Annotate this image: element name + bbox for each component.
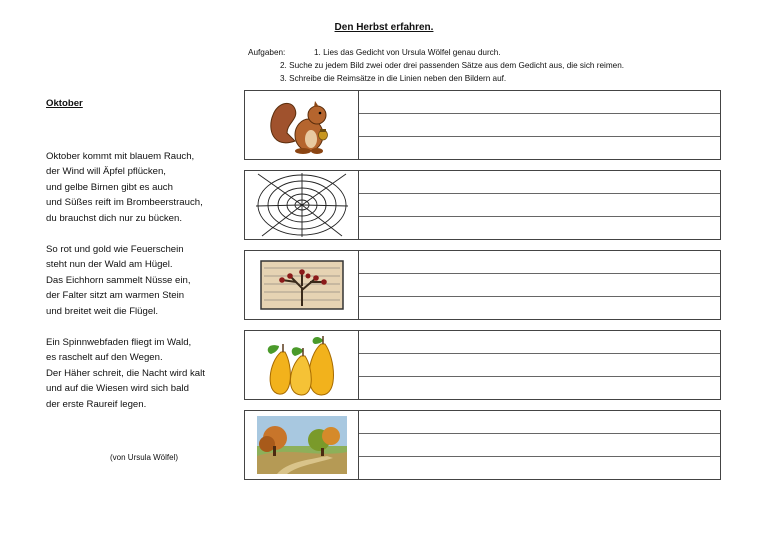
writing-line[interactable] xyxy=(359,354,720,377)
task-item: 3. Schreibe die Reimsätze in die Linien neben den Bildern auf. xyxy=(280,74,507,83)
writing-line[interactable] xyxy=(359,411,720,434)
spiderweb-icon xyxy=(254,172,350,238)
poem xyxy=(46,96,205,428)
pears-icon xyxy=(259,332,345,398)
page-title: Den Herbst erfahren. xyxy=(334,22,434,33)
picture-cell xyxy=(245,331,359,399)
answer-box-squirrel xyxy=(244,90,721,160)
picture-cell xyxy=(245,251,359,319)
poem-line: und gelbe Birnen gibt es auch xyxy=(46,181,173,193)
squirrel-icon xyxy=(265,93,339,157)
apple-tree-icon xyxy=(260,260,344,310)
writing-lines xyxy=(359,91,720,159)
writing-line[interactable] xyxy=(359,331,720,354)
writing-lines xyxy=(359,171,720,239)
answer-box-apple-tree xyxy=(244,250,721,320)
writing-line[interactable] xyxy=(359,194,720,217)
poem-line: es raschelt auf den Wegen. xyxy=(46,352,163,363)
poem-line: der Wind will Äpfel pflücken, xyxy=(46,166,166,177)
writing-line[interactable] xyxy=(359,137,720,159)
writing-line[interactable] xyxy=(359,217,720,239)
poem-line: und auf die Wiesen wird sich bald xyxy=(46,383,189,394)
task-item: 2. Suche zu jedem Bild zwei oder drei passenden Sätze aus dem Gedicht aus, die sich reimen. xyxy=(280,61,625,70)
poem-stanza xyxy=(46,242,205,320)
autumn-landscape-icon xyxy=(257,416,347,474)
writing-line[interactable] xyxy=(359,377,720,399)
writing-line[interactable] xyxy=(359,91,720,114)
poem-stanza xyxy=(46,149,205,227)
poem-line: der Falter sitzt am warmen Stein xyxy=(46,290,185,301)
poem-line: Oktober kommt mit blauem Rauch, xyxy=(46,150,195,162)
poem-line: der erste Raureif legen. xyxy=(46,398,147,410)
answer-box-spiderweb xyxy=(244,170,721,240)
poem-line: Ein Spinnwebfaden fliegt im Wald, xyxy=(46,336,192,348)
writing-line[interactable] xyxy=(359,171,720,194)
poem-stanza xyxy=(46,335,205,413)
poem-line: und breitet weit die Flügel. xyxy=(46,305,158,317)
poem-line: du brauchst dich nur zu bücken. xyxy=(46,212,182,224)
writing-line[interactable] xyxy=(359,457,720,479)
picture-cell xyxy=(245,91,359,159)
picture-cell xyxy=(245,411,359,479)
task-list xyxy=(248,46,624,85)
task-item: 1. Lies das Gedicht von Ursula Wölfel genau durch. xyxy=(314,48,501,57)
poem-author: (von Ursula Wölfel) xyxy=(110,453,179,462)
writing-line[interactable] xyxy=(359,434,720,457)
tasks-label: Aufgaben: xyxy=(248,48,286,57)
poem-line: Der Häher schreit, die Nacht wird kalt xyxy=(46,367,205,379)
writing-lines xyxy=(359,251,720,319)
writing-line[interactable] xyxy=(359,251,720,274)
writing-line[interactable] xyxy=(359,297,720,319)
answer-box-pears xyxy=(244,330,721,400)
answer-box-landscape xyxy=(244,410,721,480)
writing-lines xyxy=(359,331,720,399)
poem-line: und Süßes reift im Brombeerstrauch, xyxy=(46,197,203,208)
poem-line: steht nun der Wald am Hügel. xyxy=(46,259,173,270)
writing-lines xyxy=(359,411,720,479)
picture-cell xyxy=(245,171,359,239)
poem-title: Oktober xyxy=(46,98,83,109)
writing-line[interactable] xyxy=(359,274,720,297)
poem-line: So rot und gold wie Feuerschein xyxy=(46,243,184,255)
poem-line: Das Eichhorn sammelt Nüsse ein, xyxy=(46,274,191,286)
writing-line[interactable] xyxy=(359,114,720,137)
